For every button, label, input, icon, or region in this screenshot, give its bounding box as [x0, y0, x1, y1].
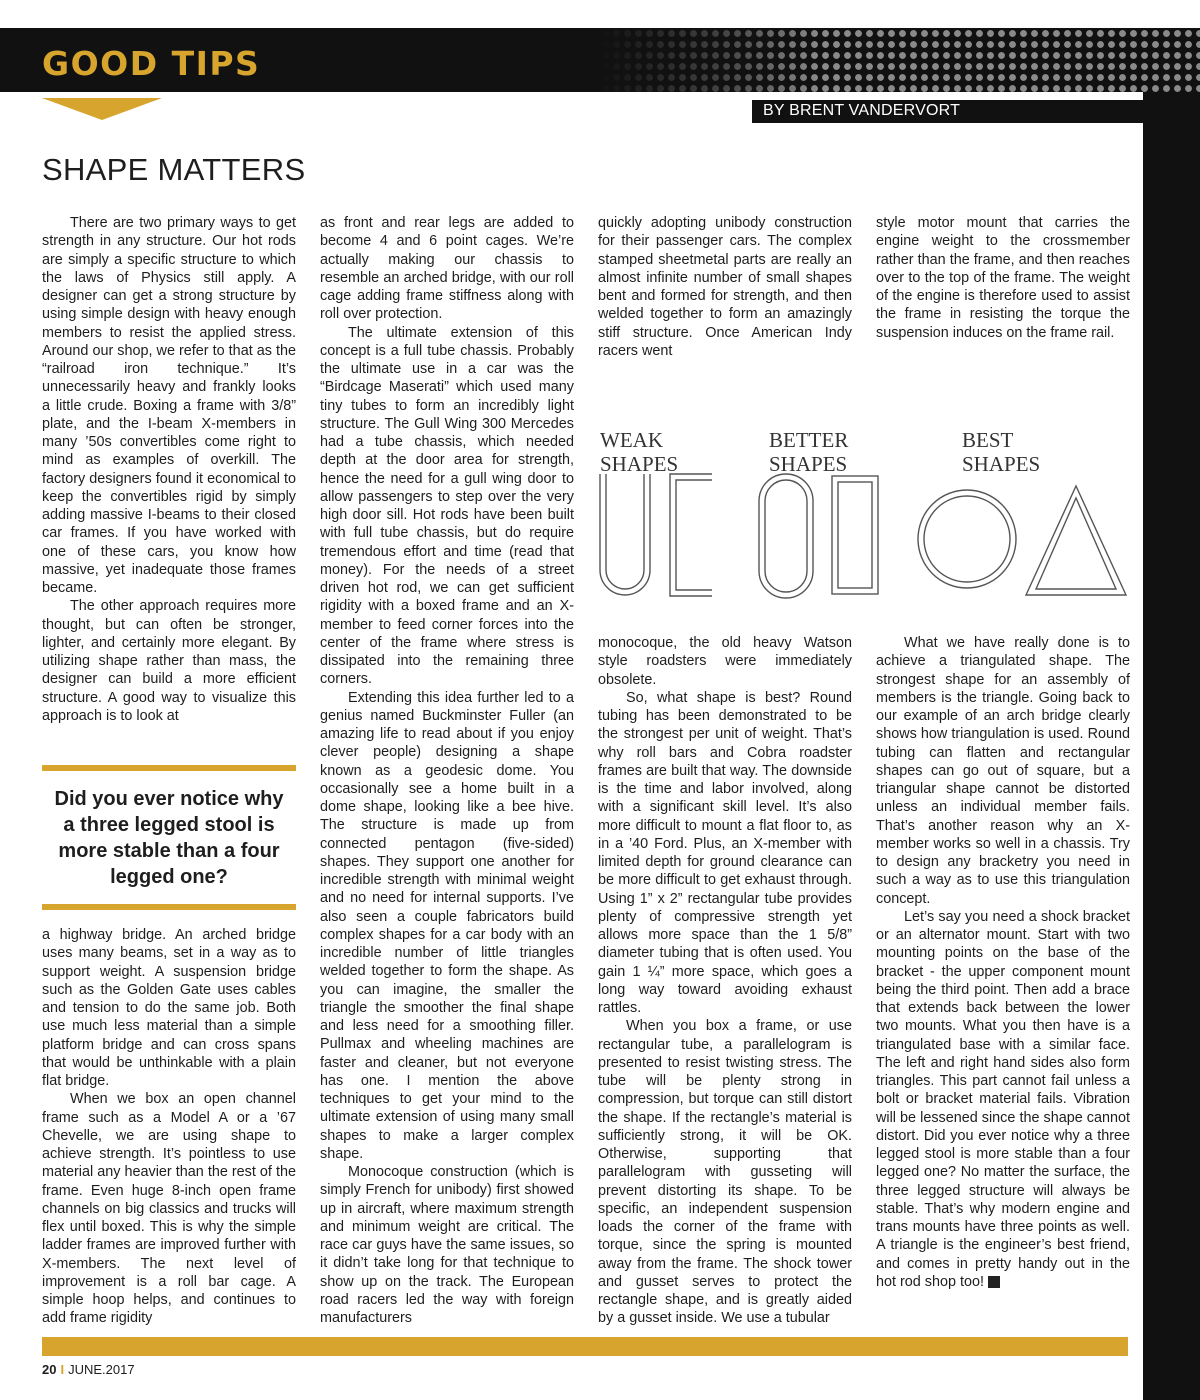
issue-date: JUNE.2017 — [68, 1362, 135, 1377]
shapes-diagram — [596, 422, 1128, 614]
shape-drawings — [596, 422, 1128, 614]
paragraph: The ultimate extension of this concept is a full tube chassis. Probably the ultimate use in a car was the “Birdcage Maserati” which used many tiny tubes to form an incredibly light structure. The Gull Wing 300 Mercedes had a tube chassis, which needed depth at the door area for strength, hence the need for a gull wing door to allow passengers to step over the very high door sill. Hot rods have been built with full tube chassis, but do require tremendous effort and time (read that money). For the needs of a street driven hot rod, we can get sufficient rigidity with a boxed frame and an X-member to feed corner forces into the center of the frame where stress is dissipated into the remaining three corners. — [320, 324, 574, 688]
paragraph: Monocoque construction (which is simply French for unibody) first showed up in aircraft, where maximum strength and minimum weight are critical. The race car guys have the same issues, so it didn’t take long for that technique to show up on the track. The European road racers led the way with foreign manufacturers — [320, 1164, 574, 1326]
article-column-1-bottom — [42, 926, 296, 1328]
article-column-2 — [320, 214, 574, 1327]
rectangle-tube-shape — [832, 476, 878, 594]
paragraph: monocoque, the old heavy Watson style roadsters were immediately obsolete. — [598, 635, 852, 688]
folio — [42, 1362, 135, 1377]
paragraph: Extending this idea further led to a genius named Buckminster Fuller (an amazing life to read about if you enjoy clever people) designing a shape known as a geodesic dome. You occasionally see a home built in a dome shape, looking like a bee hive. The structure is made up from connected pentagon (five-sided) shapes. They support one another for incredible strength with minimal weight and no need for internal supports. I’ve also seen a couple fabricators build complex shapes for a car body with an incredible number of little triangles welded together to form the shape. As you can imagine, the smaller the triangle the smoother the final shape and less need for a smoothing filler. Pullmax and wheeling machines are faster and cleaner, but not everyone has one. I mention the above techniques to get your mind to the ultimate extension of using many small shapes to make a larger complex shape. — [320, 689, 574, 1162]
best-shapes-label: BEST SHAPES — [962, 428, 1041, 476]
footer-bar — [42, 1337, 1128, 1356]
section-title: GOOD TIPS — [42, 44, 261, 83]
article-column-4-top — [876, 214, 1130, 342]
paragraph: The other approach requires more thought, but can often be stronger, lighter, and certainly more elegant. By utilizing shape rather than mass, the designer can build a more efficient structure. A good way to visualize this approach is to look at — [42, 598, 296, 724]
end-of-article-icon: GG — [988, 1276, 1000, 1288]
page-number: 20 — [42, 1362, 57, 1377]
article-title: SHAPE MATTERS — [42, 152, 306, 187]
byline: BY BRENT VANDERVORT — [763, 102, 961, 119]
paragraph: So, what shape is best? Round tubing has been demonstrated to be the strongest per unit of weight. That’s why roll bars and Cobra roadster frames are built that way. The downside is the time and labor involved, along with a significant skill level. It’s also more difficult to mount a flat floor to, as in a ’40 Ford. Plus, an X-member with limited depth for ground clearance can be more difficult to get exhaust through. Using 1” x 2” rectangular tube provides plenty of compressive strength yet allows more space than the 1 5/8” diameter tubing that is often used. You gain 1 ¼” more space, which goes a long way toward avoiding exhaust rattles. — [598, 689, 852, 1016]
pull-quote-text: Did you ever notice why a three legged stool is more stable than a four legged one? — [54, 787, 284, 888]
round-tube-shape — [918, 490, 1016, 588]
paragraph: a highway bridge. An arched bridge uses many beams, set in a way as to support weight. A suspension bridge such as the Golden Gate uses cables and tension to do the same job. Both use much less material than a simple platform bridge and can cross spans that would be unthinkable with a plain flat bridge. — [42, 927, 296, 1089]
c-channel-shape — [670, 474, 712, 596]
paragraph: There are two primary ways to get strength in any structure. Our hot rods are simply a specific structure to which the laws of Physics still apply. A designer can get a strong structure by using simple design with heavy enough members to resist the applied stress. Around our shop, we refer to that as the “railroad iron technique.” It’s unnecessarily heavy and frankly looks a little crude. Boxing a frame with 3/8” plate, and the I-beam X-members in many ’50s convertibles come right to mind as examples of overkill. The factory designers found it economical to keep the convertibles rigid by simply adding massive I-beams to their closed car frames. If you have worked with one of these cars, you know how massive, yet inadequate those frames became. — [42, 215, 296, 596]
article-column-3-top — [598, 214, 852, 360]
paragraph: quickly adopting unibody construction for their passenger cars. The complex stamped sheetmetal parts are really an almost infinite number of small shapes bent and formed for strength, and then welded together to form an amazingly stiff structure. Once American Indy racers went — [598, 215, 852, 359]
paragraph: as front and rear legs are added to become 4 and 6 point cages. We’re actually making our chassis to resemble an arched bridge, with our roll cage adding frame stiffness along with roll over protection. — [320, 215, 574, 323]
article-column-4-bottom — [876, 634, 1130, 1291]
pull-quote — [42, 765, 296, 910]
paragraph: When we box an open channel frame such as a Model A or a ’67 Chevelle, we are using shape to achieve strength. It’s pointless to use material any heavier than the rest of the frame. Even huge 8-inch open frame channels on big classics and trucks will flex until boxed. This is why the simple ladder frames are improved further with X-members. The next level of improvement is a roll bar cage. A simple hoop helps, and continues to add frame rigidity — [42, 1091, 296, 1327]
article-column-1-top — [42, 214, 296, 725]
article-column-3-bottom — [598, 634, 852, 1328]
page-edge-bar — [1143, 92, 1200, 1400]
paragraph: Let’s say you need a shock bracket or an alternator mount. Start with two mounting points on the base of the bracket - the upper component mount being the third point. Then add a brace that extends back between the lower two mounts. What you then have is a triangulated base with a similar face. The left and right hand sides also form triangles. This part cannot fail unless a bolt or bracket material fails. Vibration will be lessened since the shape cannot distort. Did you ever notice why a three legged stool is more stable than a four legged one? No matter the surface, the three legged structure will always be stable. That’s why modern engine and trans mounts have three points as well. A triangle is the engineer’s best friend, and comes in pretty handy out in the hot rod shop too! GG — [876, 908, 1130, 1290]
folio-separator: I — [60, 1362, 65, 1377]
weak-shapes-label: WEAK SHAPES — [600, 428, 679, 476]
paragraph: What we have really done is to achieve a triangulated shape. The strongest shape for an assembly of members is the triangle. Going back to our example of an arch bridge clearly shows how triangulation is used. Round tubing can flatten and rectangular shapes can go out of square, but a triangular shape cannot be distorted unless an individual member fails. That’s another reason why an X-member works so well in a chassis. Try to design any bracketry you need in such a way as to use this triangulation concept. — [876, 635, 1130, 907]
paragraph: style motor mount that carries the engine weight to the crossmember rather than the frame, and then reaches over to the top of the frame. The weight of the engine is therefore used to assist the frame in resisting the torque the suspension induces on the frame rail. — [876, 215, 1130, 341]
paragraph: When you box a frame, or use rectangular tube, a parallelogram is presented to resist twisting stress. The tube will be plenty strong in compression, but torque can still distort the shape. If the rectangle’s material is sufficiently strong, it will be OK. Otherwise, supporting that parallelogram with gusseting will prevent distorting its shape. To be specific, an independent suspension loads the corner of the frame with torque, since the spring is mounted away from the frame. The shock tower and gusset serves to protect the rectangle shape, and is greatly aided by a gusset inside. We use a tubular — [598, 1018, 852, 1327]
u-channel-shape — [600, 474, 650, 595]
gold-triangle-ornament — [42, 98, 162, 120]
better-shapes-label: BETTER SHAPES — [769, 428, 849, 476]
